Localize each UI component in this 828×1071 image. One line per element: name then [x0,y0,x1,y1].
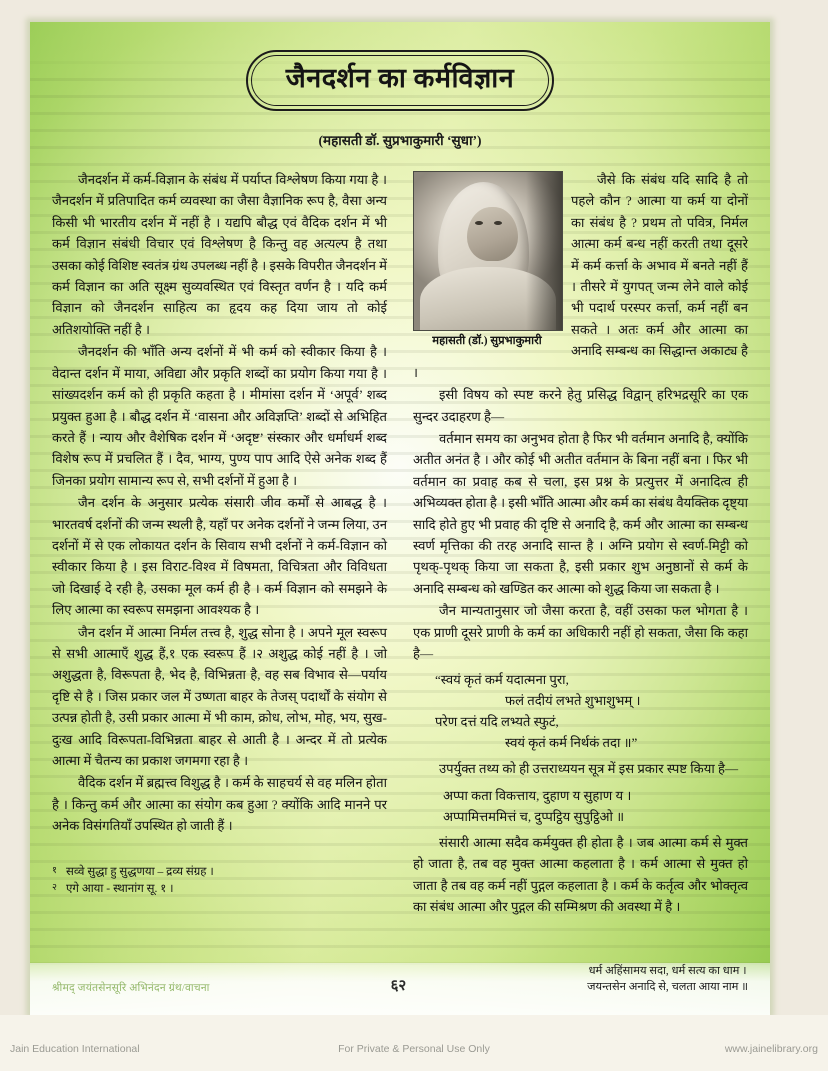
paragraph: उपर्युक्त तथ्य को ही उत्तराध्ययन सूत्र में इस प्रकार स्पष्ट किया है— [439,761,739,777]
article-author: (महासती डॉ. सुप्रभाकुमारी ‘सुधा’) [318,133,482,149]
paragraph: जैनदर्शन की भाँति अन्य दर्शनों में भी कर्म को स्वीकार किया है । वेदान्त दर्शन में माया, अविद्या और प्रकृति शब्दों का प्रयोग किया गया है । सांख्यदर्शन कर्म को ही प्रकृति कहता है । मीमांसा दर्शन में ‘अपूर्व’ शब्द प्रयुक्त हुआ है । बौद्ध दर्शन में ‘वासना और अविज्ञप्ति’ शब्दों से अभिहित करते हैं । न्याय और वैशेषिक दर्शन में ‘अदृष्ट’ संस्कार और धर्माधर्म शब्द विशेष रूप में प्रचलित हैं । दैव, भाग्य, पुण्य पाप आदि ऐसे अनेक शब्द हैं जिनका प्रयोग सामान्य रूप से, सभी दर्शनों में हुआ है । [52,344,387,488]
eye-right-shape [494,221,502,225]
verse-line: अप्पा कता विकत्ताय, दुहाण य सुहाण य । [443,787,632,803]
paragraph: संसारी आत्मा सदैव कर्मयुक्त ही होता है । जब आत्मा कर्म से मुक्त हो जाता है, तब वह मुक्त आत्मा कहलाता है । कर्म आत्मा से मुक्त हो जाता है तब वह कर्म नहीं पुद्गल कहलाता है । कर्म के कर्तृत्व और भोक्तृत्व का संबंध आत्मा और पुद्गल की सम्मिश्रण की अवस्था में है । [413,834,748,915]
verse-line: परेण दत्तं यदि लभ्यते स्फुटं, [435,714,559,730]
verse-line: “स्वयं कृतं कर्म यदात्मना पुरा, [435,672,569,688]
paragraph: इसी विषय को स्पष्ट करने हेतु प्रसिद्ध विद्वान् हरिभद्रसूरि का एक सुन्दर उदाहरण है— [413,387,748,424]
verse-line: अप्पामित्तममित्तं च, दुप्पट्ठिय सुपुट्ठिओ ॥ [443,808,625,824]
eye-left-shape [475,221,483,225]
page-content [30,22,770,1015]
footnote-list [52,859,387,897]
scan-watermark-row [0,1043,828,1055]
paragraph: जैसे कि संबंध यदि सादि है तो पहले कौन ? आत्मा या कर्म या दोनों का संबंध है ? प्रथम तो पवित्र, निर्मल आत्मा कर्म बन्ध नहीं करती तथा दूसरे में कर्म कर्त्ता के अभाव में बनते नहीं हैं । तीसरे में युगपत् जन्म लेने वाले कोई भी पदार्थ परस्पर कर्त्ता, कर्म नहीं बन सकते । अतः कर्म और आत्मा का अनादि सम्बन्ध का सिद्धान्त अकाट्य है । [413,172,748,380]
paragraph: जैन दर्शन के अनुसार प्रत्येक संसारी जीव कर्मों से आबद्ध है । भारतवर्ष दर्शनों की जन्म स्थली है, यहाँ पर अनेक दर्शनों ने जन्म लिया, उन दर्शनों में से एक लोकायत दर्शन के सिवाय सभी दर्शनों ने कर्म-विज्ञान को स्वीकार किया है । इस विराट-विश्व में विषमता, विचित्रता और विविधता जो दिखाई दे रही है, उसका मूल कर्म ही है । कर्म विज्ञान को समझने के लिए आत्मा का स्वरूप समझना आवश्यक है । [52,495,387,618]
footnote-marker: २ [52,882,57,893]
photo-shadow-overlay [526,172,562,330]
author-photo-block [413,171,561,348]
book-reference: श्रीमद् जयंतसेनसूरि अभिनंदन ग्रंथ/वाचना [52,983,210,994]
footnote-marker: १ [52,865,57,876]
paragraph: जैन मान्यतानुसार जो जैसा करता है, वहीं उसका फल भोगता है । एक प्राणी दूसरे प्राणी के कर्म का अधिकारी नहीं हो सकता, जैसा कि कहा है— [413,603,748,661]
printed-page [30,22,770,1015]
paragraph: वैदिक दर्शन में ब्रह्मत्त्व विशुद्ध है । कर्म के साहचर्य से वह मलिन होता है । किन्तु कर्म और आत्मा का संयोग कब हुआ ? क्योंकि आदि मानने पर अनेक विसंगतियाँ उपस्थित हो जाती हैं । [52,775,387,834]
scan-usage-notice: For Private & Personal Use Only [338,1043,490,1055]
verse-line: फलं तदीयं लभते शुभाशुभम् । [505,693,641,709]
portrait-photo [413,171,563,331]
couplet-line-2: जयन्तसेन अनादि से, चलता आया नाम ॥ [587,981,748,993]
footnote-text: सव्वे सुद्धा हु सुद्धणया – द्रव्य संग्रह । [66,864,214,878]
photo-caption: महासती (डॉ.) सुप्रभाकुमारी [432,335,542,348]
title-block [52,50,748,111]
left-column [52,169,387,918]
sanskrit-verse [413,669,748,753]
couplet-line-1: धर्म अहिंसामय सदा, धर्म सत्य का धाम । [588,965,747,977]
paragraph: जैनदर्शन में कर्म-विज्ञान के संबंध में पर्याप्त विश्लेषण किया गया है । जैनदर्शन में प्रतिपादित कर्म व्यवस्था का जैसा वैज्ञानिक रूप है, वैसा अन्य किसी भी भारतीय दर्शन में नहीं है । यद्यपि बौद्ध एवं वैदिक दर्शन में भी कर्म विज्ञान संबंधी विचार एवं विश्लेषण है किन्तु वह अत्यल्प है तथा उसका कोई विशिष्ट स्वतंत्र ग्रंथ उपलब्ध नहीं है । इसके विपरीत जैनदर्शन में कर्म विज्ञान का अति सूक्ष्म सुव्यवस्थित एवं विस्तृत वर्णन है । यदि कर्म विज्ञान को जैनदर्शन साहित्य का हृदय कह दिया जाय तो कोई अतिशयोक्ति नहीं है । [52,172,387,337]
two-column-body [52,169,748,918]
page-title: जैनदर्शन का कर्मविज्ञान [285,63,515,93]
title-border-outer [246,50,555,111]
scan-library-url[interactable]: www.jainelibrary.org [724,1043,818,1055]
face-shape [467,207,517,261]
footnote-item [52,863,387,880]
footnote-text: एगे आया - स्थानांग सू. १ । [66,881,174,895]
scan-credit-left: Jain Education International [10,1043,140,1055]
paragraph: जैन दर्शन में आत्मा निर्मल तत्त्व है, शुद्ध सोना है । अपने मूल स्वरूप से सभी आत्माएँ शुद्ध हैं,१ एक स्वरूप हैं ।२ अशुद्ध कोई नहीं है । जो अशुद्धता है, विरूपता है, भेद है, विभिन्नता है, वह सब विभाव से—पर्याय दृष्टि से है । जिस प्रकार जल में उष्णता बाहर के तेजस् पदार्थों के संयोग से उत्पन्न होती है, उसी प्रकार आत्मा में भी काम, क्रोध, लोभ, मोह, भय, सुख-दुःख आदि विरूपता-विभिन्नता बाहर से आती है । अन्दर में तो प्रत्येक आत्मा में चैतन्य का प्रकाश जगमगा रहा है । [52,624,387,769]
footnote-item [52,880,387,897]
right-column [413,169,748,918]
prakrit-verse [413,785,748,827]
title-border-inner [251,55,550,106]
page-number: ६२ [390,978,407,994]
footer-couplet [587,963,748,995]
paragraph: वर्तमान समय का अनुभव होता है फिर भी वर्तमान अनादि है, क्योंकि अतीत अनंत है । और कोई भी अतीत वर्तमान के बिना नहीं बना । फिर भी वर्तमान का प्रवाह कब से चला, इस प्रश्न के प्रत्युत्तर में अनादित्व ही अभिव्यक्त होता है । इसी भाँति आत्मा और कर्म का संबंध वैयक्तिक दृष्ट्या सादि होते हुए भी प्रवाह की दृष्टि से अनादि है, कर्म और आत्मा का सम्बन्ध स्वर्ण मृत्तिका की तरह अनादि सान्त है । अग्नि प्रयोग से स्वर्ण-मिट्टी को पृथक्-पृथक् किया जा सकता है, इसी प्रकार शुभ अनुष्ठानों से कर्म के अनादि सम्बन्ध को खण्डित कर आत्मा को शुद्ध किया जा सकता है । [413,430,748,596]
scan-watermark-strip [0,1015,828,1071]
verse-line: स्वयं कृतं कर्म निर्थकं तदा ॥” [505,735,638,751]
page-footer [30,963,770,995]
